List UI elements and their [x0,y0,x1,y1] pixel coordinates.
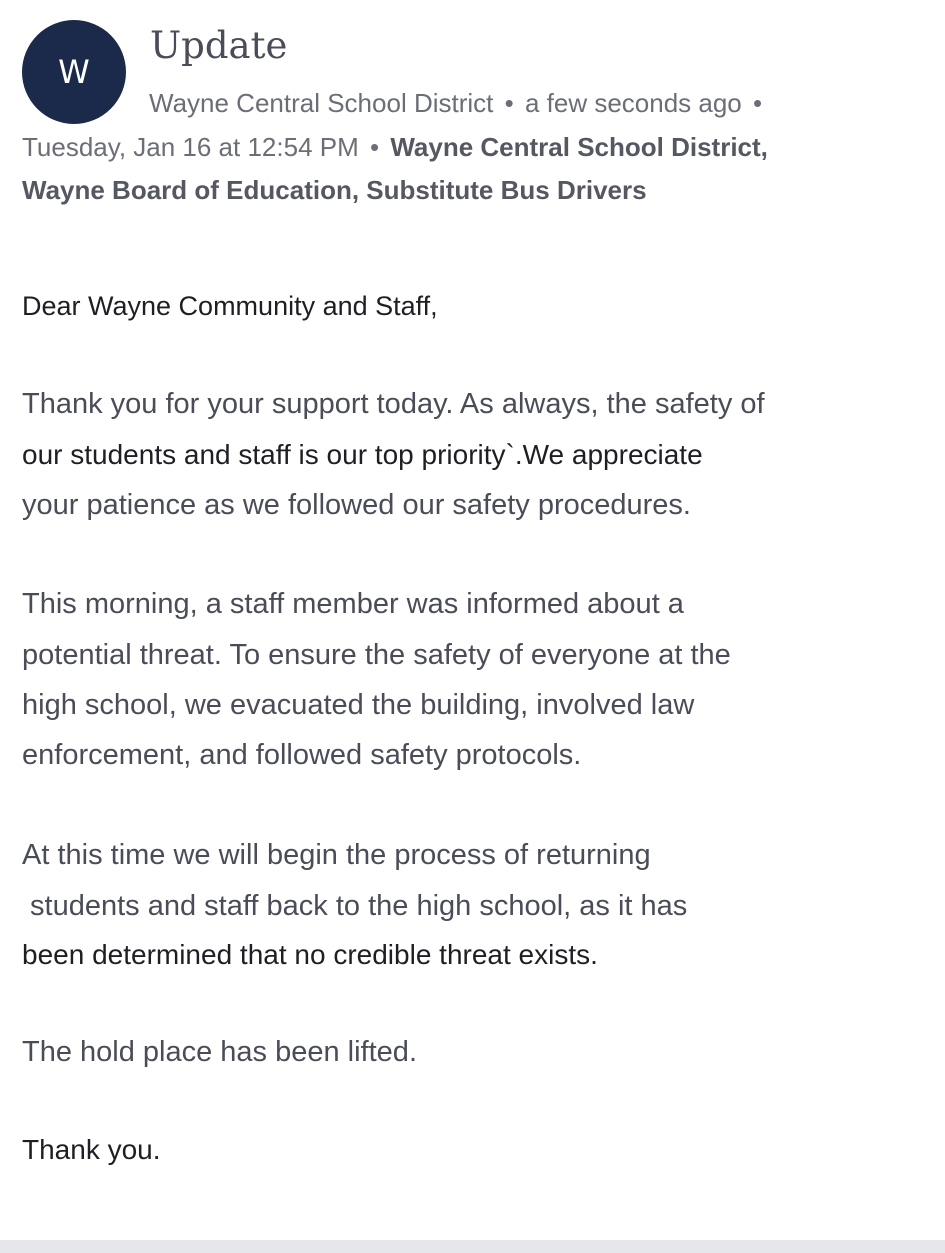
separator-dot: • [504,88,514,118]
audience-list-part1: Wayne Central School District, [390,132,768,162]
paragraph-4: The hold place has been lifted. [22,1036,417,1068]
closing-line: Thank you. [22,1134,161,1165]
audience-list-part2: Wayne Board of Education, Substitute Bus Drivers [22,175,647,205]
separator-dot: • [753,88,763,118]
author-name[interactable]: Wayne Central School District [149,88,494,118]
post-date: Tuesday, Jan 16 at 12:54 PM [22,132,359,162]
paragraph-2-line-4: enforcement, and followed safety protocols. [22,739,582,771]
paragraph-2-line-3: high school, we evacuated the building, involved law [22,689,695,721]
district-avatar[interactable] [22,20,126,124]
paragraph-1-line-2: our students and staff is our top priority`.We appreciate [22,439,703,470]
paragraph-3-line-2: students and staff back to the high school, as it has [22,890,688,922]
paragraph-1-line-3: your patience as we followed our safety procedures. [22,489,691,521]
post-title: Update [150,24,288,67]
avatar-letter: W [58,53,90,91]
paragraph-2-line-2: potential threat. To ensure the safety of everyone at the [22,639,731,671]
paragraph-3-line-1: At this time we will begin the process of returning [22,839,651,871]
bottom-divider [0,1240,945,1253]
post-meta-date-line [22,132,768,163]
greeting: Dear Wayne Community and Staff, [22,291,438,321]
relative-timestamp: a few seconds ago [524,88,742,118]
paragraph-2-line-1: This morning, a staff member was informed about a [22,588,684,620]
paragraph-1-line-1: Thank you for your support today. As always, the safety of [22,388,765,420]
post-meta-author-line [149,88,766,119]
separator-dot: • [370,132,380,162]
paragraph-3-line-3: been determined that no credible threat exists. [22,939,598,970]
